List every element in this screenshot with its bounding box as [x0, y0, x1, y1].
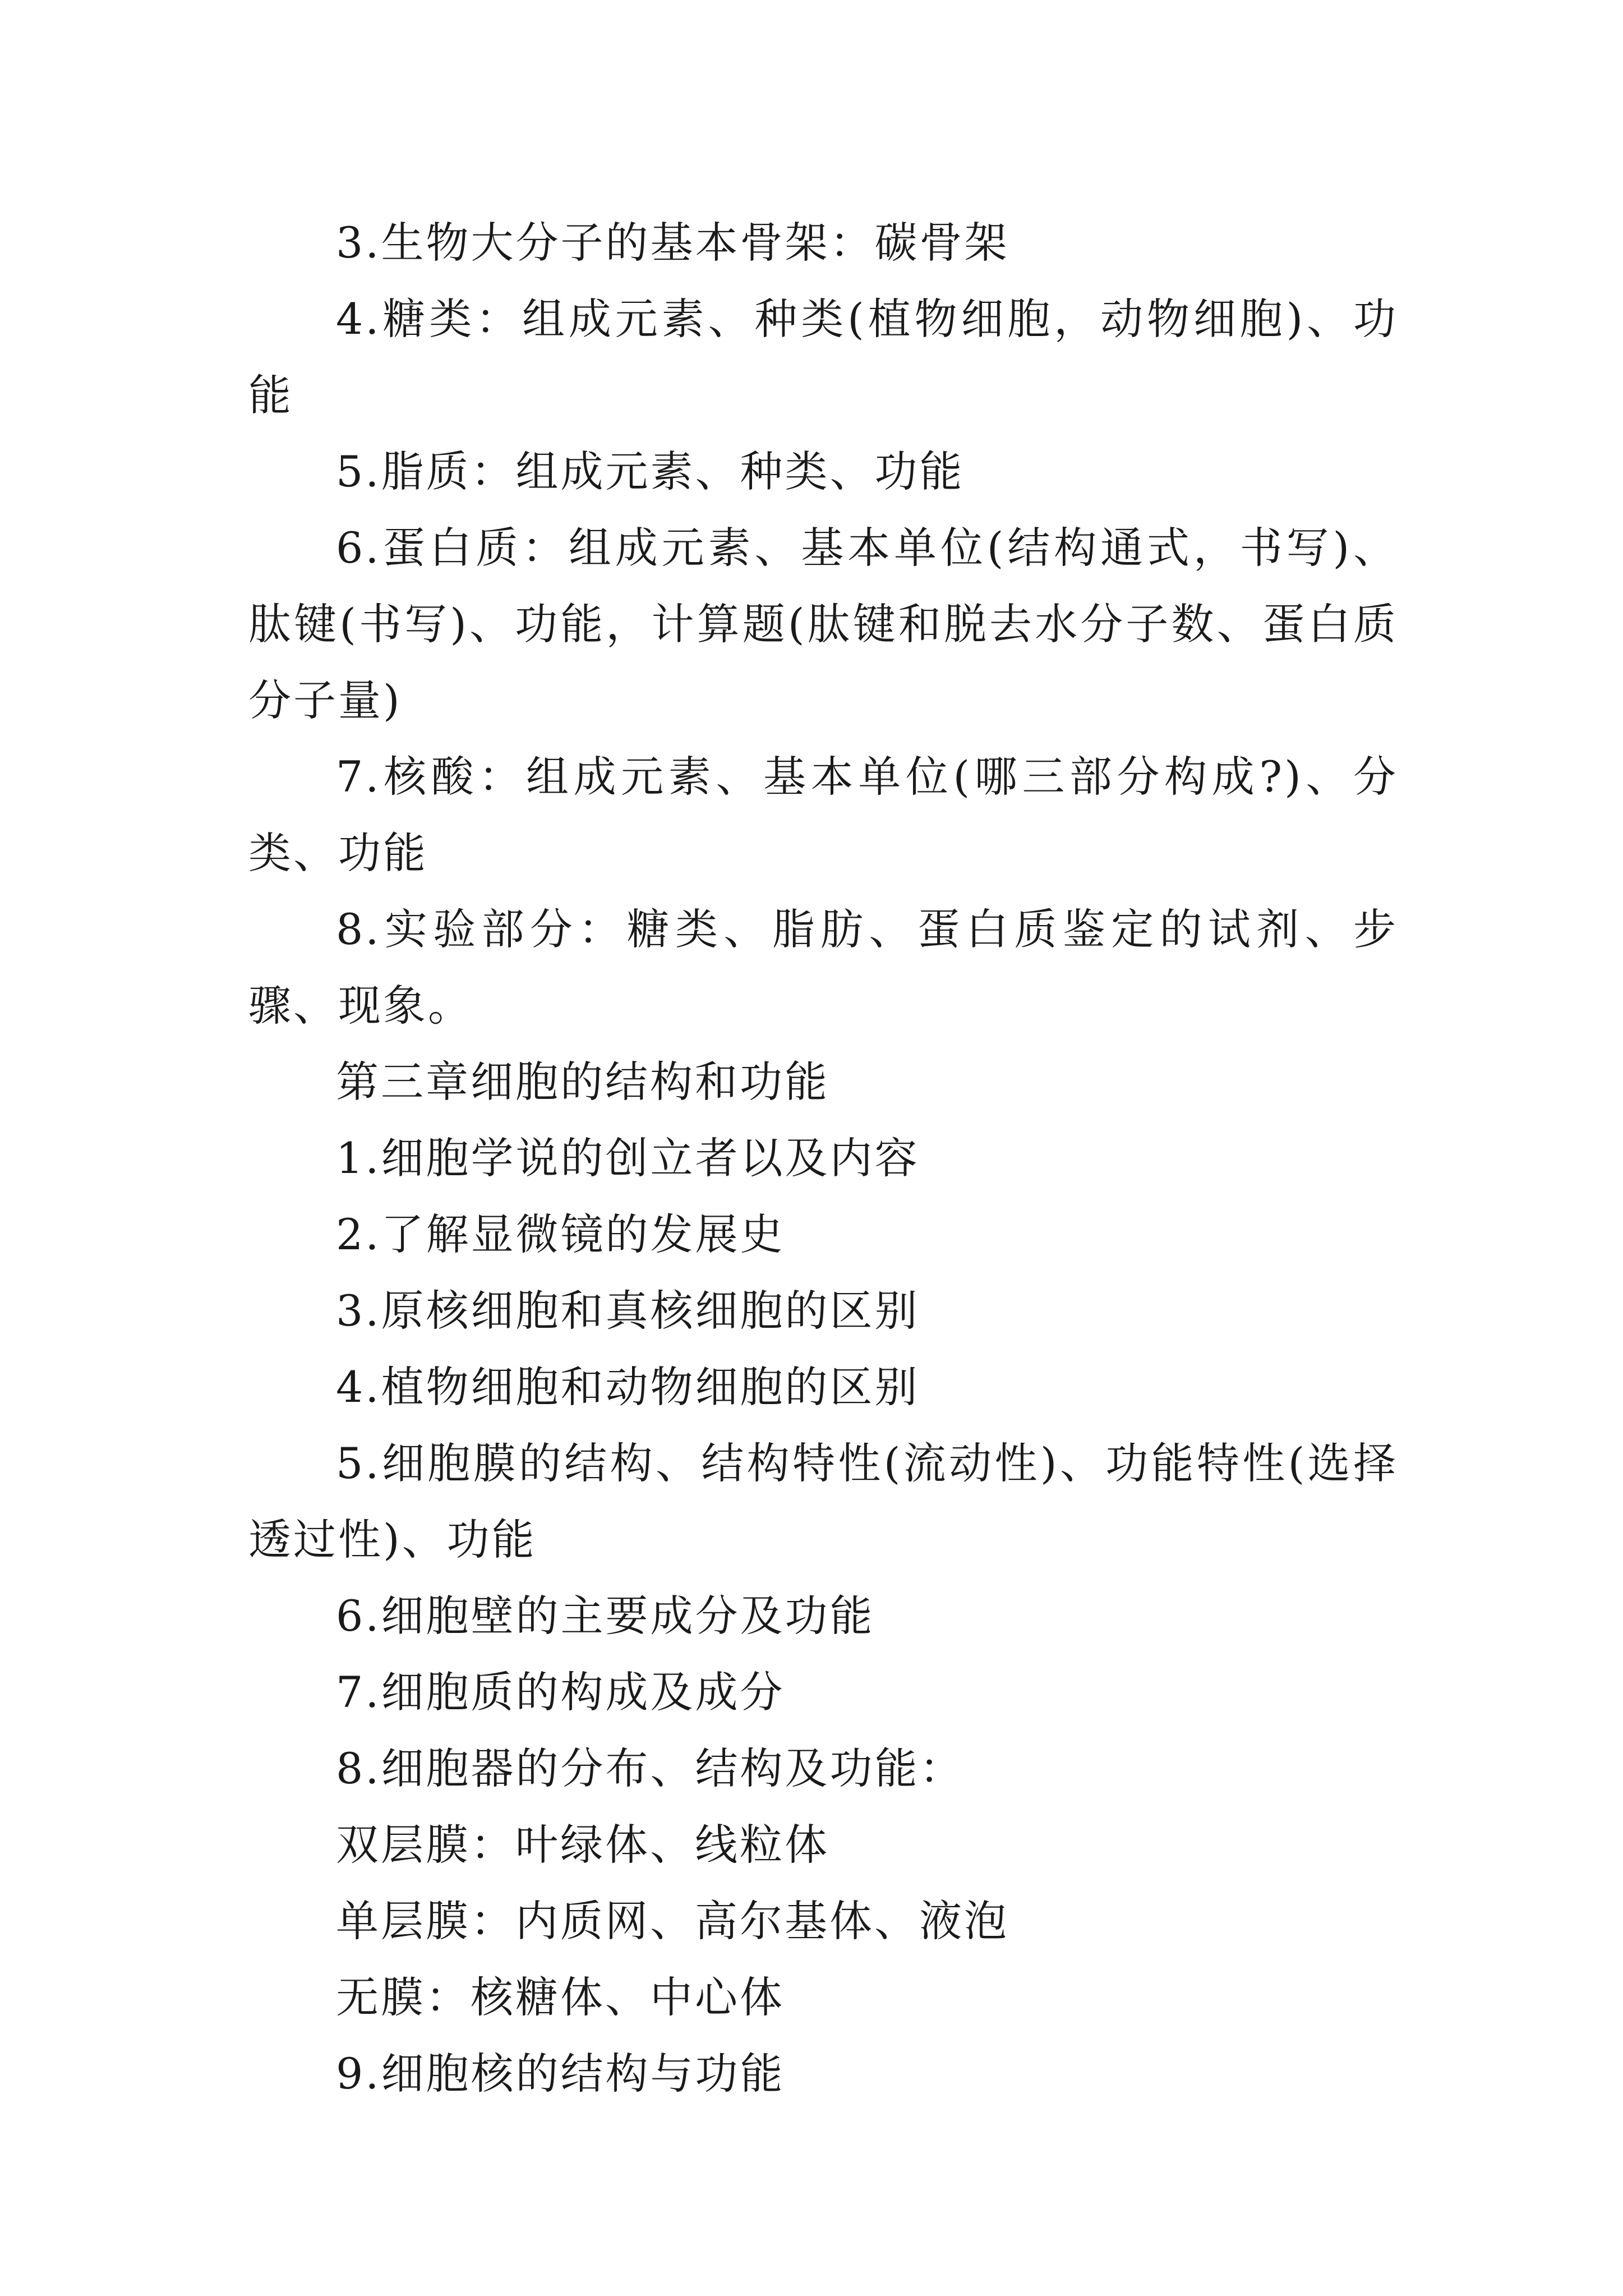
document-body	[248, 205, 1398, 2112]
chapter-heading: 第三章细胞的结构和功能	[336, 1057, 829, 1107]
paragraph-no-membrane: 无膜：核糖体、中心体	[336, 1972, 785, 2022]
paragraph-backbone: 3.生物大分子的基本骨架：碳骨架	[336, 218, 1009, 268]
paragraph-double-membrane: 双层膜：叶绿体、线粒体	[336, 1820, 829, 1870]
paragraph-experiments: 8.实验部分：糖类、脂肪、蛋白质鉴定的试剂、步骤、现象。	[248, 904, 1398, 1030]
paragraph-cell-wall: 6.细胞壁的主要成分及功能	[336, 1591, 875, 1641]
paragraph-microscope: 2.了解显微镜的发展史	[336, 1209, 785, 1259]
paragraph-sugars: 4.糖类：组成元素、种类(植物细胞，动物细胞)、功能	[248, 294, 1398, 420]
paragraph-nucleus: 9.细胞核的结构与功能	[336, 2049, 785, 2099]
paragraph-proteins: 6.蛋白质：组成元素、基本单位(结构通式，书写)、肽键(书写)、功能，计算题(肽键和脱去水分子数、蛋白质分子量)	[248, 523, 1398, 725]
paragraph-prokaryote-eukaryote: 3.原核细胞和真核细胞的区别	[336, 1286, 920, 1336]
paragraph-cell-theory: 1.细胞学说的创立者以及内容	[336, 1133, 920, 1183]
paragraph-single-membrane: 单层膜：内质网、高尔基体、液泡	[336, 1896, 1009, 1946]
paragraph-plant-animal: 4.植物细胞和动物细胞的区别	[336, 1362, 920, 1412]
paragraph-nucleic-acids: 7.核酸：组成元素、基本单位(哪三部分构成?)、分类、功能	[248, 752, 1398, 878]
paragraph-cytoplasm: 7.细胞质的构成及成分	[336, 1667, 785, 1717]
paragraph-lipids: 5.脂质：组成元素、种类、功能	[336, 447, 965, 496]
paragraph-organelles: 8.细胞器的分布、结构及功能：	[336, 1743, 965, 1793]
paragraph-cell-membrane: 5.细胞膜的结构、结构特性(流动性)、功能特性(选择透过性)、功能	[248, 1438, 1398, 1565]
